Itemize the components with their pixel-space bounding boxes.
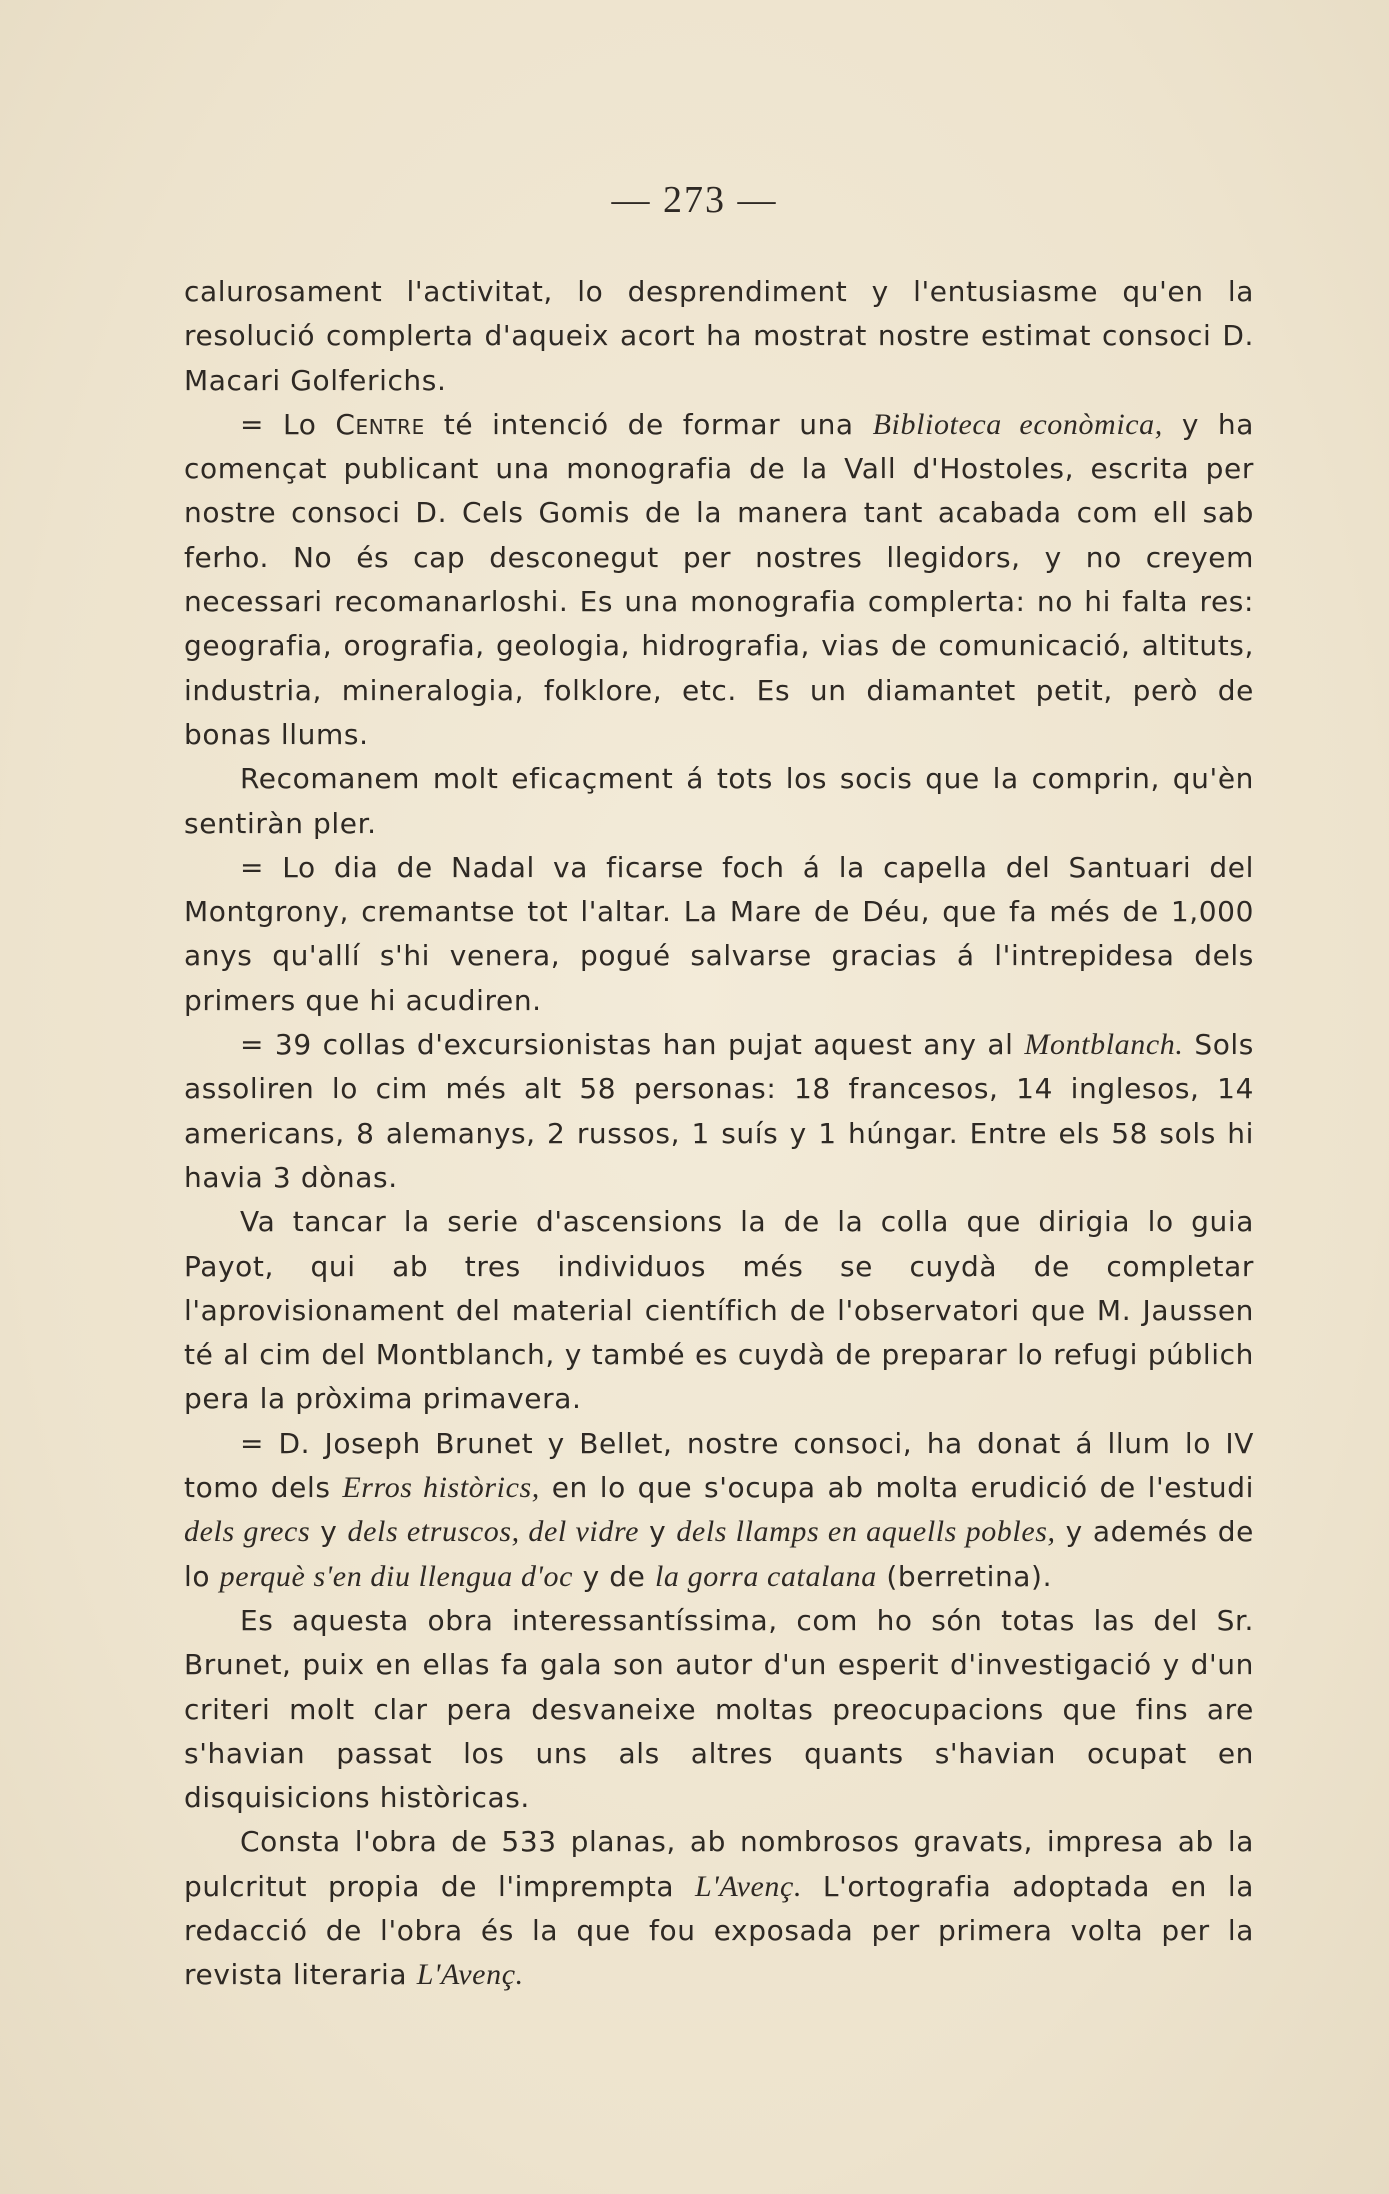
paragraph-p6 [184, 1200, 1254, 1421]
text-run: L'ortografia adoptada en la redacció de l'obra és la que fou exposada per primera volta per la revista literaria [184, 1869, 1254, 1992]
text-run: = 39 collas d'excursionistas han pujat aquest any al [240, 1028, 1025, 1062]
paragraph-p1 [184, 270, 1254, 403]
text-run: en lo que s'ocupa ab molta erudició de l'estudi [539, 1471, 1254, 1505]
text-run: Erros històrics, [342, 1471, 540, 1505]
text-run: Centre [335, 407, 425, 441]
paragraph-p4 [184, 846, 1254, 1023]
paragraph-p5 [184, 1023, 1254, 1200]
page-number: — 273 — [611, 179, 778, 221]
text-run: dels grecs [184, 1515, 311, 1549]
paragraph-p8 [184, 1599, 1254, 1820]
paragraph-p7 [184, 1422, 1254, 1599]
text-run: Consta l'obra de 533 planas, ab nombrosos gravats, impresa ab la pulcritut propia de l'imprempta [184, 1825, 1254, 1903]
text-run: L'Avenç. [695, 1869, 803, 1903]
text-run: L'Avenç. [416, 1958, 524, 1992]
text-run: = Lo dia de Nadal va ficarse foch á la capella del Santuari del Montgrony, cremantse tot l'altar. La Mare de Déu, que fa més de 1,000 anys qu'allí s'hi venera, pogué salvarse gracias á l'intrepidesa dels primers que hi acudiren. [184, 850, 1254, 1017]
text-run: = Lo [240, 407, 336, 441]
text-run: Montblanch. [1024, 1028, 1184, 1062]
text-run: té intenció de formar una [424, 407, 873, 441]
text-run: Recomanem molt eficaçment á tots los socis que la comprin, qu'èn sentiràn pler. [184, 762, 1254, 840]
text-run: calurosament l'activitat, lo desprendiment y l'entusiasme qu'en la resolució complerta d'aqueix acort ha mostrat nostre estimat consoci D. Macari Golferichs. [184, 275, 1254, 397]
paragraph-p3 [184, 757, 1254, 846]
text-run: dels llamps en aquells pobles, [676, 1515, 1056, 1549]
text-run: = D. Joseph Brunet y Bellet, nostre consoci, ha donat á llum lo IV tomo dels [184, 1426, 1254, 1505]
paragraph-p9 [184, 1820, 1254, 1997]
text-run: y de [573, 1559, 655, 1593]
text-run: la gorra catalana [654, 1559, 877, 1593]
text-run: y ademés de lo [184, 1515, 1254, 1593]
paragraph-p2 [184, 403, 1254, 757]
text-run: (berretina). [876, 1559, 1053, 1593]
text-run: Va tancar la serie d'ascensions la de la colla que dirigia lo guia Payot, qui ab tres individuos més se cuydà de completar l'aprovisionament del material científich de l'observatori que M. Jaussen té al cim del Montblanch, y també es cuydà de preparar lo refugi públich pera la pròxima primavera. [184, 1205, 1254, 1416]
text-run: dels etruscos, del vidre [347, 1515, 640, 1549]
text-run: y ha començat publicant una monografia de la Vall d'Hostoles, escrita per nostre consoci D. Cels Gomis de la manera tant acabada com ell sab ferho. No és cap desconegut per nostres llegidors, y no creyem necessari recomanarloshi. Es una monografia complerta: no hi falta res: geografia, orografia, geologia, hidrografia, vias de comunicació, altituts, industria, mineralogia, folklore, etc. Es un diamantet petit, però de bonas llums. [184, 407, 1255, 751]
text-run: perquè s'en diu llengua d'oc [219, 1559, 574, 1593]
text-run: Biblioteca econòmica, [872, 407, 1163, 441]
text-run: y [310, 1515, 348, 1549]
text-run: y [639, 1515, 677, 1549]
text-run: Es aquesta obra interessantíssima, com ho són totas las del Sr. Brunet, puix en ellas fa gala son autor d'un esperit d'investigació y d'un criteri molt clar pera desvaneixe moltas preocupacions que fins are s'havian passat los uns als altres quants s'havian ocupat en disquisicions històricas. [184, 1603, 1254, 1815]
body-text [184, 270, 1254, 1998]
text-run: Sols assoliren lo cim més alt 58 personas: 18 francesos, 14 inglesos, 14 americans, 8 alemanys, 2 russos, 1 suís y 1 húngar. Entre els 58 sols hi havia 3 dònas. [184, 1028, 1254, 1194]
